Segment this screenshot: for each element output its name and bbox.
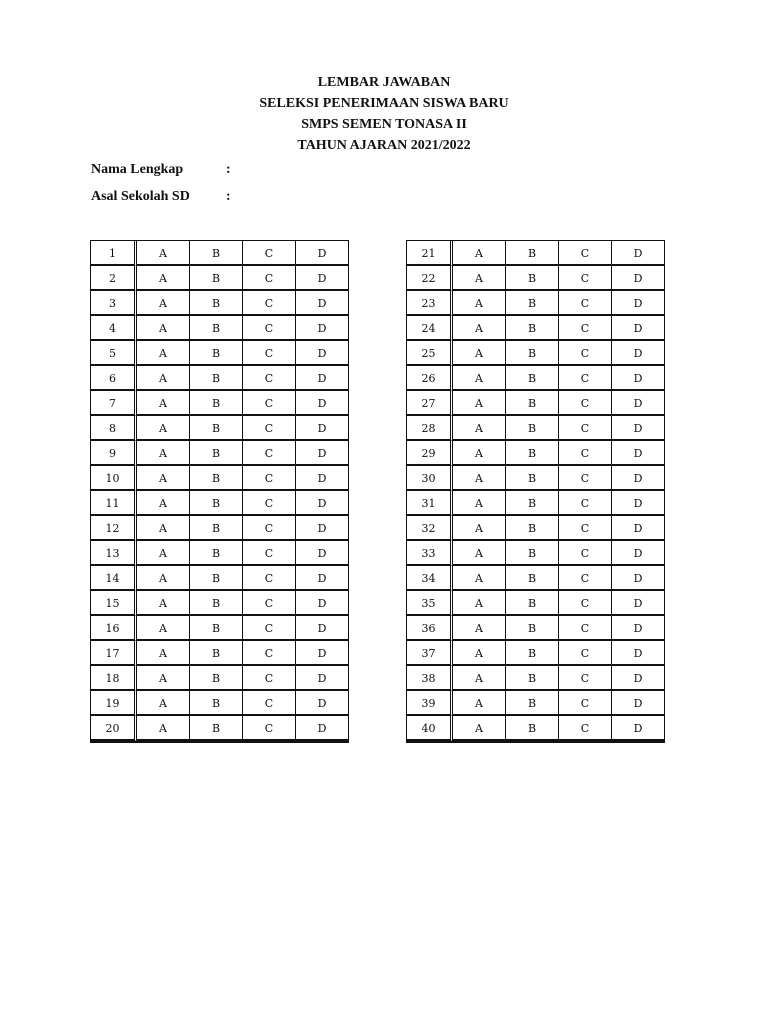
answer-row <box>91 341 349 366</box>
student-info <box>91 160 231 214</box>
answer-option-a[interactable]: A <box>137 566 190 591</box>
answer-row <box>91 291 349 316</box>
answer-option-a[interactable]: A <box>137 466 190 491</box>
answer-option-d[interactable]: D <box>296 266 349 291</box>
answer-option-b[interactable]: B <box>506 516 559 541</box>
question-number: 38 <box>407 666 453 691</box>
answer-option-d[interactable]: D <box>296 641 349 666</box>
answer-option-c[interactable]: C <box>243 466 296 491</box>
answer-row <box>407 541 665 566</box>
question-number: 39 <box>407 691 453 716</box>
answer-option-b[interactable]: B <box>190 466 243 491</box>
answer-option-d[interactable]: D <box>612 391 665 416</box>
answer-option-a[interactable]: A <box>137 716 190 741</box>
answer-option-c[interactable]: C <box>243 716 296 741</box>
question-number: 2 <box>91 266 137 291</box>
answer-table-right <box>406 240 665 743</box>
answer-option-b[interactable]: B <box>190 366 243 391</box>
answer-option-a[interactable]: A <box>137 391 190 416</box>
question-number: 37 <box>407 641 453 666</box>
answer-option-c[interactable]: C <box>243 566 296 591</box>
answer-option-a[interactable]: A <box>453 616 506 641</box>
school-name: SMPS SEMEN TONASA II <box>301 117 467 132</box>
question-number: 9 <box>91 441 137 466</box>
answer-option-b[interactable]: B <box>506 391 559 416</box>
answer-option-c[interactable]: C <box>243 291 296 316</box>
answer-option-c[interactable]: C <box>243 416 296 441</box>
answer-option-b[interactable]: B <box>190 391 243 416</box>
answer-row <box>91 391 349 416</box>
answer-row <box>91 316 349 341</box>
answer-option-b[interactable]: B <box>190 616 243 641</box>
answer-option-b[interactable]: B <box>190 641 243 666</box>
answer-option-a[interactable]: A <box>137 491 190 516</box>
answer-row <box>407 616 665 641</box>
answer-row <box>407 516 665 541</box>
answer-option-b[interactable]: B <box>506 316 559 341</box>
answer-option-a[interactable]: A <box>453 341 506 366</box>
answer-option-a[interactable]: A <box>453 241 506 266</box>
answer-option-c[interactable]: C <box>559 366 612 391</box>
answer-option-b[interactable]: B <box>506 716 559 741</box>
name-label: Nama Lengkap <box>91 162 184 177</box>
answer-row <box>407 416 665 441</box>
answer-option-d[interactable]: D <box>612 441 665 466</box>
answer-option-b[interactable]: B <box>506 266 559 291</box>
answer-option-d[interactable]: D <box>612 466 665 491</box>
question-number: 8 <box>91 416 137 441</box>
answer-option-c[interactable]: C <box>559 691 612 716</box>
answer-option-b[interactable]: B <box>506 566 559 591</box>
question-number: 27 <box>407 391 453 416</box>
answer-option-a[interactable]: A <box>453 691 506 716</box>
answer-table-left <box>90 240 349 743</box>
answer-option-a[interactable]: A <box>137 441 190 466</box>
answer-option-a[interactable]: A <box>137 291 190 316</box>
answer-option-a[interactable]: A <box>453 666 506 691</box>
answer-option-c[interactable]: C <box>559 466 612 491</box>
answer-option-d[interactable]: D <box>296 366 349 391</box>
academic-year: TAHUN AJARAN 2021/2022 <box>297 138 471 153</box>
answer-row <box>91 591 349 616</box>
answer-option-b[interactable]: B <box>506 291 559 316</box>
answer-option-a[interactable]: A <box>453 441 506 466</box>
answer-option-d[interactable]: D <box>612 316 665 341</box>
answer-option-b[interactable]: B <box>190 341 243 366</box>
answer-option-b[interactable]: B <box>506 491 559 516</box>
answer-row <box>407 666 665 691</box>
answer-row <box>91 241 349 266</box>
answer-row <box>91 266 349 291</box>
answer-option-c[interactable]: C <box>243 366 296 391</box>
answer-option-a[interactable]: A <box>453 641 506 666</box>
answer-row <box>407 291 665 316</box>
answer-row <box>407 716 665 741</box>
answer-row <box>91 716 349 741</box>
answer-row <box>407 641 665 666</box>
answer-option-a[interactable]: A <box>453 266 506 291</box>
answer-option-d[interactable]: D <box>612 716 665 741</box>
answer-option-d[interactable]: D <box>296 416 349 441</box>
answer-row <box>407 266 665 291</box>
answer-option-b[interactable]: B <box>190 266 243 291</box>
question-number: 36 <box>407 616 453 641</box>
answer-option-b[interactable]: B <box>190 416 243 441</box>
answer-row <box>407 241 665 266</box>
answer-option-d[interactable]: D <box>296 591 349 616</box>
answer-row <box>407 316 665 341</box>
exam-title: SELEKSI PENERIMAAN SISWA BARU <box>259 96 509 111</box>
answer-option-c[interactable]: C <box>559 591 612 616</box>
answer-option-a[interactable]: A <box>137 591 190 616</box>
answer-option-a[interactable]: A <box>453 716 506 741</box>
question-number: 10 <box>91 466 137 491</box>
answer-option-b[interactable]: B <box>506 241 559 266</box>
answer-option-d[interactable]: D <box>296 566 349 591</box>
answer-row <box>91 441 349 466</box>
answer-option-b[interactable]: B <box>506 416 559 441</box>
question-number: 12 <box>91 516 137 541</box>
question-number: 31 <box>407 491 453 516</box>
answer-option-c[interactable]: C <box>559 341 612 366</box>
answer-option-b[interactable]: B <box>190 241 243 266</box>
answer-option-d[interactable]: D <box>296 691 349 716</box>
answer-option-d[interactable]: D <box>296 666 349 691</box>
answer-option-d[interactable]: D <box>296 391 349 416</box>
answer-option-d[interactable]: D <box>612 541 665 566</box>
answer-option-c[interactable]: C <box>559 316 612 341</box>
answer-option-a[interactable]: A <box>453 566 506 591</box>
answer-option-d[interactable]: D <box>612 666 665 691</box>
answer-option-c[interactable]: C <box>559 516 612 541</box>
answer-row <box>91 366 349 391</box>
question-number: 4 <box>91 316 137 341</box>
question-number: 3 <box>91 291 137 316</box>
answer-option-b[interactable]: B <box>190 716 243 741</box>
answer-option-c[interactable]: C <box>243 341 296 366</box>
answer-option-d[interactable]: D <box>612 341 665 366</box>
answer-option-a[interactable]: A <box>453 366 506 391</box>
question-number: 6 <box>91 366 137 391</box>
question-number: 26 <box>407 366 453 391</box>
answer-option-c[interactable]: C <box>243 591 296 616</box>
answer-option-d[interactable]: D <box>612 641 665 666</box>
answer-option-c[interactable]: C <box>243 666 296 691</box>
answer-option-a[interactable]: A <box>453 491 506 516</box>
question-number: 17 <box>91 641 137 666</box>
answer-option-a[interactable]: A <box>453 541 506 566</box>
answer-row <box>407 566 665 591</box>
answer-option-a[interactable]: A <box>453 591 506 616</box>
answer-option-a[interactable]: A <box>137 516 190 541</box>
answer-option-c[interactable]: C <box>559 291 612 316</box>
answer-option-d[interactable]: D <box>612 266 665 291</box>
answer-option-c[interactable]: C <box>559 266 612 291</box>
answer-option-a[interactable]: A <box>453 516 506 541</box>
answer-option-c[interactable]: C <box>559 641 612 666</box>
answer-option-b[interactable]: B <box>190 491 243 516</box>
answer-option-d[interactable]: D <box>296 466 349 491</box>
answer-option-a[interactable]: A <box>137 416 190 441</box>
answer-option-d[interactable]: D <box>296 241 349 266</box>
answer-option-a[interactable]: A <box>137 541 190 566</box>
question-number: 32 <box>407 516 453 541</box>
answer-option-d[interactable]: D <box>612 616 665 641</box>
answer-option-a[interactable]: A <box>137 641 190 666</box>
answer-option-d[interactable]: D <box>296 341 349 366</box>
question-number: 5 <box>91 341 137 366</box>
answer-option-a[interactable]: A <box>453 316 506 341</box>
answer-option-d[interactable]: D <box>612 691 665 716</box>
answer-option-d[interactable]: D <box>612 416 665 441</box>
answer-option-d[interactable]: D <box>612 516 665 541</box>
answer-option-a[interactable]: A <box>137 316 190 341</box>
answer-option-d[interactable]: D <box>296 516 349 541</box>
school-label: Asal Sekolah SD <box>91 189 190 204</box>
answer-option-a[interactable]: A <box>137 266 190 291</box>
answer-option-b[interactable]: B <box>190 316 243 341</box>
answer-option-b[interactable]: B <box>506 366 559 391</box>
question-number: 19 <box>91 691 137 716</box>
question-number: 15 <box>91 591 137 616</box>
answer-option-c[interactable]: C <box>559 241 612 266</box>
answer-row <box>407 391 665 416</box>
answer-row <box>407 466 665 491</box>
answer-option-c[interactable]: C <box>243 541 296 566</box>
answer-option-b[interactable]: B <box>506 591 559 616</box>
answer-option-c[interactable]: C <box>243 491 296 516</box>
answer-option-a[interactable]: A <box>453 416 506 441</box>
question-number: 40 <box>407 716 453 741</box>
question-number: 30 <box>407 466 453 491</box>
answer-option-c[interactable]: C <box>243 316 296 341</box>
answer-row <box>407 591 665 616</box>
answer-option-a[interactable]: A <box>453 291 506 316</box>
answer-option-b[interactable]: B <box>190 666 243 691</box>
question-number: 24 <box>407 316 453 341</box>
question-number: 28 <box>407 416 453 441</box>
answer-option-d[interactable]: D <box>612 291 665 316</box>
name-field[interactable] <box>91 160 231 187</box>
answer-row <box>91 616 349 641</box>
answer-row <box>91 666 349 691</box>
answer-row <box>91 541 349 566</box>
answer-option-b[interactable]: B <box>190 441 243 466</box>
answer-option-b[interactable]: B <box>506 641 559 666</box>
answer-row <box>91 641 349 666</box>
answer-row <box>91 691 349 716</box>
answer-option-d[interactable]: D <box>612 366 665 391</box>
question-number: 34 <box>407 566 453 591</box>
question-number: 20 <box>91 716 137 741</box>
answer-option-b[interactable]: B <box>190 566 243 591</box>
answer-option-c[interactable]: C <box>243 641 296 666</box>
answer-option-b[interactable]: B <box>190 516 243 541</box>
answer-option-a[interactable]: A <box>137 666 190 691</box>
answer-option-c[interactable]: C <box>559 566 612 591</box>
school-field[interactable] <box>91 187 231 214</box>
answer-option-d[interactable]: D <box>612 491 665 516</box>
answer-option-b[interactable]: B <box>506 691 559 716</box>
answer-row <box>407 366 665 391</box>
answer-option-d[interactable]: D <box>296 291 349 316</box>
answer-row <box>407 441 665 466</box>
answer-option-a[interactable]: A <box>137 241 190 266</box>
answer-option-c[interactable]: C <box>559 716 612 741</box>
answer-option-a[interactable]: A <box>137 341 190 366</box>
answer-option-c[interactable]: C <box>559 666 612 691</box>
sheet-title: LEMBAR JAWABAN <box>317 75 451 90</box>
answer-row <box>91 566 349 591</box>
question-number: 29 <box>407 441 453 466</box>
question-number: 13 <box>91 541 137 566</box>
question-number: 11 <box>91 491 137 516</box>
answer-option-d[interactable]: D <box>296 316 349 341</box>
answer-row <box>91 516 349 541</box>
answer-row <box>407 341 665 366</box>
answer-option-c[interactable]: C <box>559 491 612 516</box>
answer-option-c[interactable]: C <box>243 266 296 291</box>
answer-option-c[interactable]: C <box>243 241 296 266</box>
answer-option-a[interactable]: A <box>137 616 190 641</box>
answer-option-c[interactable]: C <box>243 691 296 716</box>
answer-option-d[interactable]: D <box>296 716 349 741</box>
answer-option-b[interactable]: B <box>506 466 559 491</box>
answer-sheet-header <box>0 72 768 156</box>
answer-option-b[interactable]: B <box>190 291 243 316</box>
question-number: 1 <box>91 241 137 266</box>
answer-option-a[interactable]: A <box>137 366 190 391</box>
answer-option-b[interactable]: B <box>506 541 559 566</box>
answer-row <box>407 691 665 716</box>
answer-option-d[interactable]: D <box>612 241 665 266</box>
question-number: 25 <box>407 341 453 366</box>
answer-option-d[interactable]: D <box>296 491 349 516</box>
answer-option-c[interactable]: C <box>243 616 296 641</box>
answer-option-b[interactable]: B <box>506 441 559 466</box>
question-number: 35 <box>407 591 453 616</box>
answer-option-b[interactable]: B <box>506 616 559 641</box>
answer-option-c[interactable]: C <box>559 441 612 466</box>
answer-option-d[interactable]: D <box>296 616 349 641</box>
answer-row <box>407 491 665 516</box>
answer-option-b[interactable]: B <box>190 591 243 616</box>
answer-row <box>91 416 349 441</box>
question-number: 33 <box>407 541 453 566</box>
answer-option-c[interactable]: C <box>243 391 296 416</box>
answer-option-d[interactable]: D <box>612 566 665 591</box>
question-number: 21 <box>407 241 453 266</box>
answer-option-a[interactable]: A <box>453 391 506 416</box>
question-number: 18 <box>91 666 137 691</box>
answer-option-c[interactable]: C <box>559 416 612 441</box>
question-number: 14 <box>91 566 137 591</box>
question-number: 7 <box>91 391 137 416</box>
question-number: 22 <box>407 266 453 291</box>
answer-option-c[interactable]: C <box>559 391 612 416</box>
answer-option-d[interactable]: D <box>296 541 349 566</box>
answer-option-b[interactable]: B <box>190 541 243 566</box>
answer-option-c[interactable]: C <box>243 441 296 466</box>
answer-option-c[interactable]: C <box>243 516 296 541</box>
question-number: 23 <box>407 291 453 316</box>
answer-option-a[interactable]: A <box>137 691 190 716</box>
answer-row <box>91 491 349 516</box>
name-colon: : <box>226 162 231 177</box>
answer-option-c[interactable]: C <box>559 616 612 641</box>
answer-option-a[interactable]: A <box>453 466 506 491</box>
answer-option-b[interactable]: B <box>506 666 559 691</box>
answer-option-d[interactable]: D <box>612 591 665 616</box>
answer-option-d[interactable]: D <box>296 441 349 466</box>
answer-option-c[interactable]: C <box>559 541 612 566</box>
answer-option-b[interactable]: B <box>190 691 243 716</box>
school-colon: : <box>226 189 231 204</box>
answer-option-b[interactable]: B <box>506 341 559 366</box>
answer-row <box>91 466 349 491</box>
question-number: 16 <box>91 616 137 641</box>
